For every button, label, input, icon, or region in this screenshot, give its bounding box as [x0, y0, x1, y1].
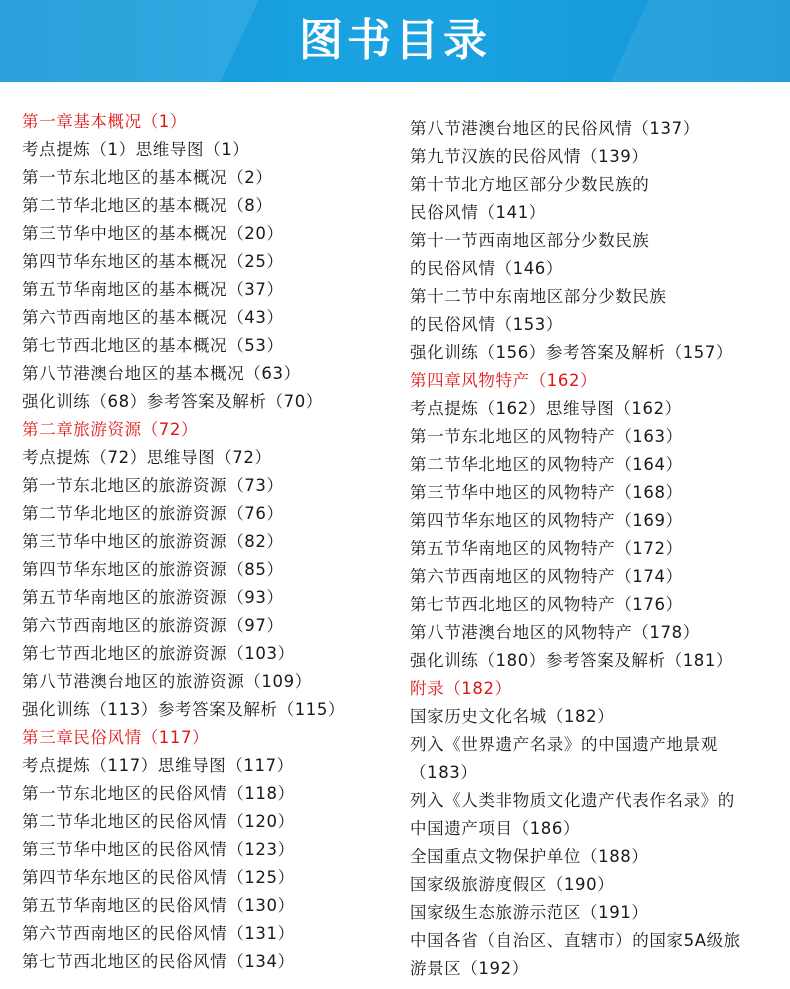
toc-entry: 第四节华东地区的旅游资源（85）: [22, 560, 284, 579]
toc-entry: 第一节东北地区的风物特产（163）: [410, 427, 683, 446]
toc-entry: 第一节东北地区的旅游资源（73）: [22, 476, 284, 495]
toc-entry: 列入《世界遗产名录》的中国遗产地景观: [410, 735, 718, 754]
toc-entry: 第七节西北地区的民俗风情（134）: [22, 952, 295, 971]
toc-entry: 第五节华南地区的风物特产（172）: [410, 539, 683, 558]
toc-entry: 考点提炼（1）思维导图（1）: [22, 140, 250, 159]
toc-chapter-heading: 附录（182）: [410, 679, 512, 698]
toc-entry: 第八节港澳台地区的基本概况（63）: [22, 364, 301, 383]
toc-entry: 第六节西南地区的基本概况（43）: [22, 308, 284, 327]
toc-entry: 中国各省（自治区、直辖市）的国家5A级旅: [410, 931, 741, 950]
toc-entry: 第七节西北地区的风物特产（176）: [410, 595, 683, 614]
toc-entry: 第九节汉族的民俗风情（139）: [410, 147, 649, 166]
toc-chapter-heading: 第二章旅游资源（72）: [22, 420, 199, 439]
toc-entry: 第一节东北地区的基本概况（2）: [22, 168, 273, 187]
toc-entry: 强化训练（113）参考答案及解析（115）: [22, 700, 346, 719]
toc-entry: 第七节西北地区的基本概况（53）: [22, 336, 284, 355]
toc-entry: 第二节华北地区的旅游资源（76）: [22, 504, 284, 523]
toc-entry: 列入《人类非物质文化遗产代表作名录》的: [410, 791, 735, 810]
toc-entry: 第三节华中地区的旅游资源（82）: [22, 532, 284, 551]
toc-entry: 游景区（192）: [410, 959, 529, 978]
toc-entry: 第二节华北地区的民俗风情（120）: [22, 812, 295, 831]
toc-entry: 第二节华北地区的风物特产（164）: [410, 455, 683, 474]
toc-entry: 第四节华东地区的民俗风情（125）: [22, 868, 295, 887]
toc-entry: 第五节华南地区的基本概况（37）: [22, 280, 284, 299]
toc-entry: 第六节西南地区的风物特产（174）: [410, 567, 683, 586]
toc-entry: 第十一节西南地区部分少数民族: [410, 231, 650, 250]
toc-entry: 第三节华中地区的民俗风情（123）: [22, 840, 295, 859]
toc-chapter-heading: 第一章基本概况（1）: [22, 112, 187, 131]
toc-entry: 的民俗风情（153）: [410, 315, 563, 334]
toc-entry: 国家历史文化名城（182）: [410, 707, 615, 726]
toc-entry: 第六节西南地区的民俗风情（131）: [22, 924, 295, 943]
toc-entry: 第二节华北地区的基本概况（8）: [22, 196, 273, 215]
toc-entry: 考点提炼（72）思维导图（72）: [22, 448, 272, 467]
toc-chapter-heading: 第三章民俗风情（117）: [22, 728, 210, 747]
toc-entry: 第四节华东地区的基本概况（25）: [22, 252, 284, 271]
toc-entry: 强化训练（180）参考答案及解析（181）: [410, 651, 734, 670]
toc-entry: 第三节华中地区的风物特产（168）: [410, 483, 683, 502]
header-banner: [0, 0, 790, 82]
toc-entry: 第六节西南地区的旅游资源（97）: [22, 616, 284, 635]
toc-entry: 的民俗风情（146）: [410, 259, 563, 278]
toc-entry: 国家级生态旅游示范区（191）: [410, 903, 649, 922]
toc-entry: 第八节港澳台地区的民俗风情（137）: [410, 119, 700, 138]
toc-entry: 第七节西北地区的旅游资源（103）: [22, 644, 295, 663]
toc-entry: 强化训练（68）参考答案及解析（70）: [22, 392, 323, 411]
toc-entry: 第四节华东地区的风物特产（169）: [410, 511, 683, 530]
toc-entry: 第十节北方地区部分少数民族的: [410, 175, 650, 194]
toc-entry: 第十二节中东南地区部分少数民族: [410, 287, 667, 306]
toc-entry: 第八节港澳台地区的风物特产（178）: [410, 623, 700, 642]
toc-entry: 强化训练（156）参考答案及解析（157）: [410, 343, 734, 362]
toc-entry: 民俗风情（141）: [410, 203, 546, 222]
toc-entry: 第三节华中地区的基本概况（20）: [22, 224, 284, 243]
toc-entry: 中国遗产项目（186）: [410, 819, 581, 838]
toc-entry: 国家级旅游度假区（190）: [410, 875, 615, 894]
toc-entry: 第一节东北地区的民俗风情（118）: [22, 784, 295, 803]
toc-left-column: [22, 108, 392, 976]
toc-entry: （183）: [410, 763, 478, 782]
toc-entry: 第五节华南地区的旅游资源（93）: [22, 588, 284, 607]
toc-entry: 第八节港澳台地区的旅游资源（109）: [22, 672, 312, 691]
toc-right-column: [410, 115, 785, 983]
toc-entry: 考点提炼（117）思维导图（117）: [22, 756, 294, 775]
toc-entry: 考点提炼（162）思维导图（162）: [410, 399, 682, 418]
toc-entry: 全国重点文物保护单位（188）: [410, 847, 649, 866]
toc-entry: 第五节华南地区的民俗风情（130）: [22, 896, 295, 915]
page-title: 图书目录: [299, 15, 491, 66]
toc-chapter-heading: 第四章风物特产（162）: [410, 371, 598, 390]
